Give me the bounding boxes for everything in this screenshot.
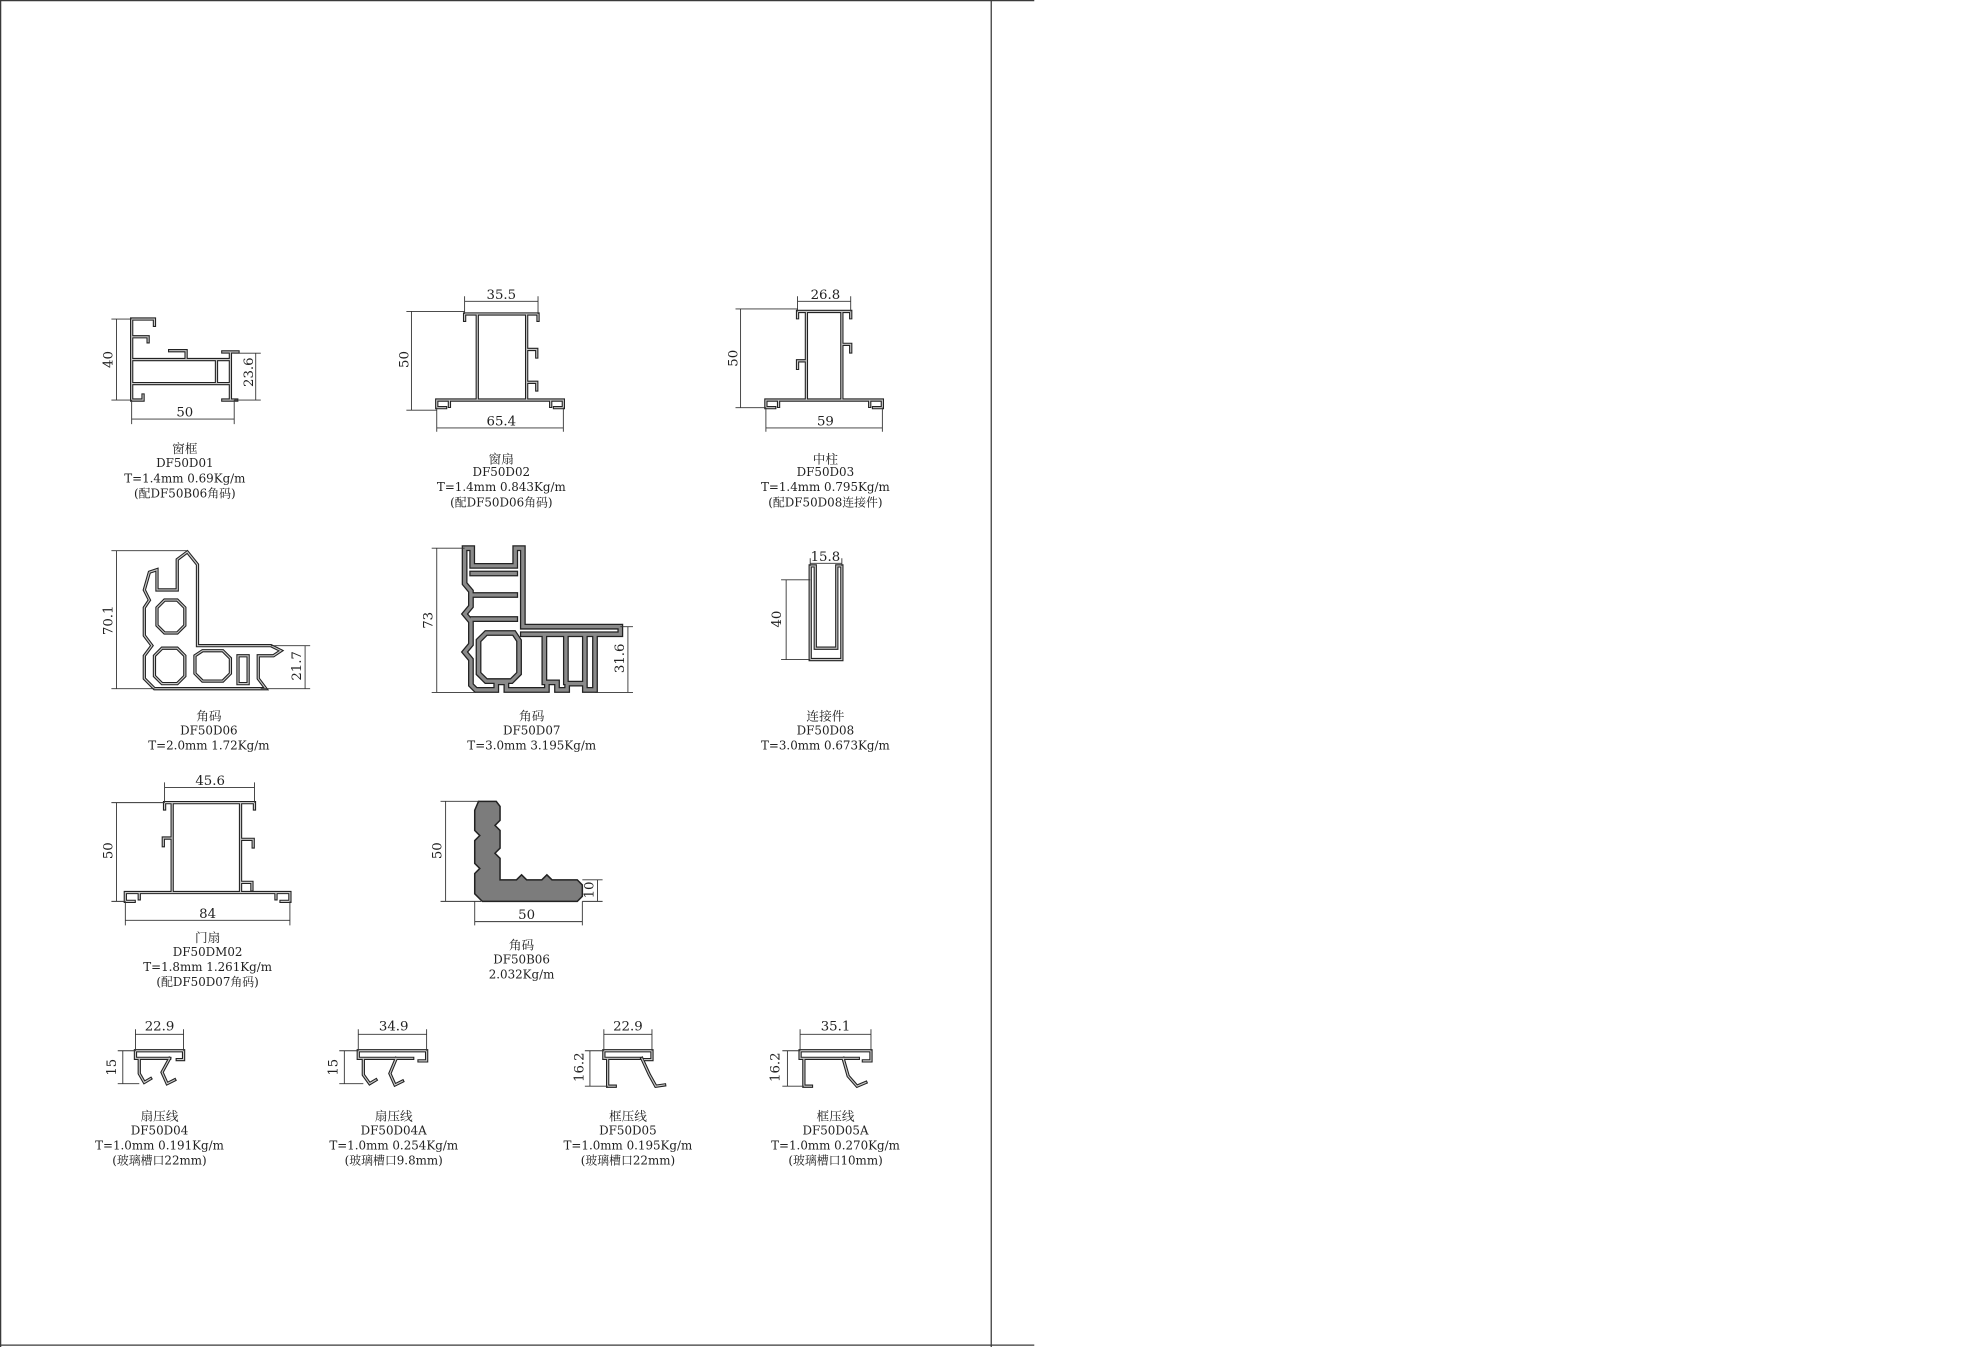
- dimension-value: 50: [101, 842, 117, 860]
- section-outline: [144, 552, 281, 689]
- dimension-lines: [111, 551, 310, 689]
- dimension-value: 73: [421, 611, 437, 629]
- section-outline-core: [132, 319, 238, 400]
- profile-code: DF50D07: [502, 723, 561, 738]
- profile-spec: T=1.4mm 0.795Kg/m: [761, 480, 890, 495]
- dimension-value: 15.8: [810, 549, 841, 565]
- profile-df50d04: [95, 1019, 224, 1167]
- profile-note: (玻璃槽口9.8mm): [344, 1153, 443, 1168]
- dimension-lines: [736, 296, 883, 431]
- dimension-value: 50: [430, 842, 446, 860]
- profile-code: DF50D05: [599, 1123, 657, 1138]
- profile-spec: T=1.4mm 0.843Kg/m: [436, 480, 566, 495]
- dimension-lines: [406, 296, 563, 431]
- profile-spec: T=1.0mm 0.254Kg/m: [329, 1138, 459, 1153]
- profile-note: (玻璃槽口22mm): [580, 1153, 676, 1168]
- profile-df50d08: [761, 550, 890, 753]
- profile-note: (配DF50D06角码): [450, 495, 553, 510]
- section-outline: [766, 311, 882, 407]
- profile-name: 扇压线: [140, 1108, 179, 1124]
- dimension-lines: [441, 801, 603, 925]
- profile-name: 连接件: [806, 708, 845, 724]
- dimension-value: 21.7: [289, 651, 305, 681]
- profile-spec: T=1.0mm 0.191Kg/m: [95, 1138, 224, 1153]
- section-outline: [800, 1051, 871, 1086]
- profile-code: DF50D04: [130, 1123, 189, 1138]
- profile-code: DF50D01: [156, 456, 214, 471]
- dimension-value: 70.1: [101, 605, 117, 636]
- profile-name: 窗扇: [488, 451, 514, 467]
- profile-name: 扇压线: [374, 1108, 413, 1124]
- dimension-value: 15: [105, 1058, 121, 1076]
- dimension-value: 26.8: [810, 287, 841, 303]
- dimension-value: 65.4: [486, 414, 517, 430]
- dimension-value: 34.9: [378, 1019, 409, 1035]
- dimension-value: 50: [726, 349, 742, 367]
- dimension-value: 10: [582, 881, 598, 899]
- profile-code: DF50DM02: [172, 944, 243, 959]
- profile-spec: T=1.0mm 0.270Kg/m: [771, 1138, 900, 1153]
- dimension-value: 35.5: [486, 287, 517, 303]
- section-outline-core: [800, 1051, 871, 1086]
- profile-code: DF50D08: [796, 723, 855, 738]
- section-outline: [437, 314, 564, 408]
- section-outline-core: [766, 311, 882, 407]
- dimension-value: 40: [769, 610, 785, 628]
- dimension-value: 22.9: [144, 1019, 175, 1035]
- profile-df50d04a: [327, 1019, 458, 1167]
- dimension-value: 31.6: [612, 643, 628, 674]
- dimension-value: 50: [176, 405, 194, 421]
- dimension-lines: [339, 1029, 426, 1083]
- dimension-value: 50: [518, 908, 536, 924]
- dimension-lines: [118, 1029, 184, 1083]
- profile-df50d06: [101, 551, 310, 753]
- profile-note: (玻璃槽口10mm): [788, 1153, 883, 1168]
- profile-spec: T=1.0mm 0.195Kg/m: [563, 1138, 693, 1153]
- profile-spec: 2.032Kg/m: [488, 967, 555, 982]
- profile-df50dm02: [101, 774, 290, 989]
- dimension-value: 23.6: [241, 357, 257, 387]
- profile-df50d05a: [769, 1019, 900, 1167]
- profile-code: DF50D05A: [802, 1123, 869, 1138]
- profile-df50d01: [101, 319, 260, 500]
- profile-note: (玻璃槽口22mm): [112, 1153, 207, 1168]
- profile-note: (配DF50B06角码): [134, 486, 236, 501]
- profile-df50b06: [431, 801, 603, 981]
- profile-name: 角码: [519, 708, 545, 724]
- dimension-value: 22.9: [613, 1019, 643, 1035]
- dimension-value: 16.2: [572, 1052, 588, 1082]
- section-outline-core: [135, 1051, 183, 1084]
- dimension-value: 15: [326, 1058, 342, 1076]
- section-outline: [475, 801, 583, 901]
- profile-code: DF50D04A: [360, 1123, 427, 1138]
- section-outline-core: [437, 314, 564, 408]
- section-outline-core: [810, 566, 842, 660]
- dimension-value: 16.2: [768, 1052, 784, 1082]
- profile-df50d05: [564, 1019, 693, 1167]
- profile-name: 角码: [196, 708, 222, 724]
- profile-code: DF50D03: [796, 465, 855, 480]
- section-outline-core: [125, 803, 290, 902]
- dimension-value: 84: [199, 906, 217, 922]
- section-outline: [125, 803, 290, 902]
- profile-name: 框压线: [608, 1108, 647, 1124]
- profile-spec: T=3.0mm 3.195Kg/m: [467, 738, 597, 753]
- profile-note: (配DF50D07角码): [156, 975, 259, 990]
- section-outline-core: [604, 1051, 665, 1086]
- dimension-value: 40: [101, 351, 117, 368]
- profile-name: 中柱: [812, 451, 839, 467]
- profile-spec: T=1.4mm 0.69Kg/m: [124, 471, 246, 486]
- dimension-value: 59: [816, 414, 834, 430]
- profile-name: 窗框: [172, 441, 198, 457]
- profile-df50d07: [422, 548, 633, 752]
- profile-df50d03: [727, 288, 890, 510]
- profile-note: (配DF50D08连接件): [768, 495, 883, 510]
- profile-name: 角码: [508, 937, 535, 953]
- profile-name: 框压线: [816, 1108, 855, 1124]
- profile-spec: T=2.0mm 1.72Kg/m: [148, 738, 270, 753]
- dimension-value: 45.6: [195, 773, 225, 789]
- dimension-value: 35.1: [820, 1019, 851, 1035]
- profile-name: 门扇: [194, 929, 221, 945]
- profile-spec: T=3.0mm 0.673Kg/m: [761, 738, 890, 753]
- profile-code: DF50D06: [180, 723, 238, 738]
- profile-df50d02: [398, 288, 566, 510]
- section-outline: [604, 1051, 665, 1086]
- profile-code: DF50D02: [472, 465, 531, 480]
- profile-spec: T=1.8mm 1.261Kg/m: [143, 959, 273, 974]
- section-outline-core: [144, 552, 281, 689]
- dimension-value: 50: [397, 351, 413, 368]
- profile-code: DF50B06: [493, 952, 550, 967]
